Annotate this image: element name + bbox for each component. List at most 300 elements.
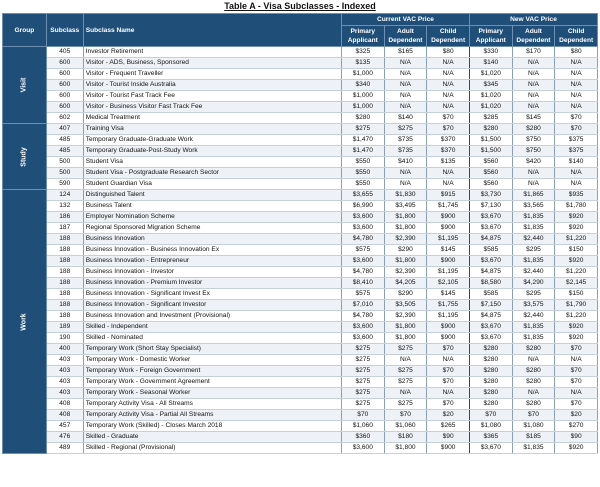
cell-subclass: 403 (46, 388, 83, 399)
table-row (3, 47, 598, 58)
cell-current-primary: $4,780 (341, 234, 384, 245)
cell-current-primary: $1,470 (341, 146, 384, 157)
cell-subclass: 476 (46, 432, 83, 443)
header-current-vac-price: Current VAC Price (341, 14, 469, 26)
cell-current-adult: $275 (384, 366, 427, 377)
cell-new-primary: $140 (469, 58, 512, 69)
cell-new-primary: $285 (469, 113, 512, 124)
cell-current-adult: $1,060 (384, 421, 427, 432)
cell-new-primary: $4,875 (469, 234, 512, 245)
cell-new-adult: N/A (512, 69, 555, 80)
cell-current-child: $1,195 (427, 234, 470, 245)
cell-new-child: $70 (555, 399, 598, 410)
cell-name: Distinguished Talent (83, 190, 341, 201)
cell-new-child: $920 (555, 212, 598, 223)
cell-current-primary: $550 (341, 179, 384, 190)
table-row (3, 410, 598, 421)
cell-new-adult: $3,565 (512, 201, 555, 212)
cell-current-primary: $8,410 (341, 278, 384, 289)
cell-subclass: 600 (46, 102, 83, 113)
table-row (3, 256, 598, 267)
cell-new-child: $1,220 (555, 234, 598, 245)
cell-current-adult: N/A (384, 91, 427, 102)
cell-current-primary: $275 (341, 388, 384, 399)
group-cell (3, 190, 47, 454)
cell-current-child: $70 (427, 366, 470, 377)
cell-current-adult: $2,390 (384, 311, 427, 322)
cell-new-adult: $1,835 (512, 443, 555, 454)
cell-new-child: $150 (555, 245, 598, 256)
cell-subclass: 403 (46, 355, 83, 366)
cell-subclass: 188 (46, 256, 83, 267)
cell-current-child: N/A (427, 91, 470, 102)
cell-new-adult: $1,835 (512, 322, 555, 333)
header-group: Group (3, 14, 47, 47)
cell-new-adult: $750 (512, 146, 555, 157)
cell-subclass: 600 (46, 80, 83, 91)
cell-current-child: $1,195 (427, 311, 470, 322)
cell-new-child: N/A (555, 91, 598, 102)
cell-current-adult: N/A (384, 102, 427, 113)
table-row (3, 91, 598, 102)
table-row (3, 366, 598, 377)
cell-current-primary: $1,000 (341, 91, 384, 102)
cell-current-child: N/A (427, 168, 470, 179)
cell-subclass: 485 (46, 135, 83, 146)
cell-subclass: 188 (46, 245, 83, 256)
cell-current-child: $265 (427, 421, 470, 432)
table-row (3, 322, 598, 333)
cell-new-adult: N/A (512, 179, 555, 190)
cell-current-primary: $340 (341, 80, 384, 91)
table-row (3, 212, 598, 223)
cell-current-child: $145 (427, 289, 470, 300)
cell-current-child: $70 (427, 399, 470, 410)
table-row (3, 201, 598, 212)
cell-name: Temporary Work (Skilled) - Closes March 2018 (83, 421, 341, 432)
cell-new-primary: $1,500 (469, 146, 512, 157)
cell-new-adult: $1,835 (512, 256, 555, 267)
cell-subclass: 485 (46, 146, 83, 157)
cell-new-child: N/A (555, 58, 598, 69)
cell-current-primary: $3,655 (341, 190, 384, 201)
cell-current-primary: $7,010 (341, 300, 384, 311)
table-row (3, 355, 598, 366)
cell-new-adult: N/A (512, 80, 555, 91)
cell-current-adult: $735 (384, 135, 427, 146)
cell-subclass: 600 (46, 91, 83, 102)
header-new-primary: Primary Applicant (469, 26, 512, 47)
cell-name: Business Innovation and Investment (Provisional) (83, 311, 341, 322)
cell-new-child: N/A (555, 102, 598, 113)
cell-new-adult: $2,440 (512, 267, 555, 278)
cell-subclass: 457 (46, 421, 83, 432)
cell-current-primary: $3,600 (341, 212, 384, 223)
header-current-child: Child Dependent (427, 26, 470, 47)
cell-current-adult: $2,390 (384, 234, 427, 245)
cell-new-child: N/A (555, 179, 598, 190)
cell-new-adult: $170 (512, 47, 555, 58)
cell-new-child: $1,790 (555, 300, 598, 311)
table-row (3, 179, 598, 190)
cell-name: Business Innovation - Significant Invest Ex (83, 289, 341, 300)
cell-new-adult: $280 (512, 399, 555, 410)
cell-current-primary: $3,600 (341, 223, 384, 234)
cell-current-primary: $550 (341, 168, 384, 179)
cell-new-adult: $295 (512, 289, 555, 300)
cell-name: Temporary Activity Visa - Partial All Streams (83, 410, 341, 421)
cell-name: Temporary Graduate-Graduate Work (83, 135, 341, 146)
cell-new-child: $1,220 (555, 311, 598, 322)
table-row (3, 443, 598, 454)
cell-current-adult: $3,495 (384, 201, 427, 212)
group-label: Visit (20, 77, 28, 93)
cell-new-child: $150 (555, 289, 598, 300)
cell-subclass: 408 (46, 399, 83, 410)
cell-new-primary: $280 (469, 344, 512, 355)
cell-current-child: N/A (427, 355, 470, 366)
cell-new-adult: N/A (512, 355, 555, 366)
cell-new-child: N/A (555, 388, 598, 399)
cell-new-adult: $280 (512, 124, 555, 135)
cell-name: Temporary Work (Short Stay Specialist) (83, 344, 341, 355)
cell-current-adult: $410 (384, 157, 427, 168)
cell-current-adult: $1,800 (384, 443, 427, 454)
cell-name: Skilled - Graduate (83, 432, 341, 443)
cell-current-child: $900 (427, 223, 470, 234)
cell-current-adult: $3,505 (384, 300, 427, 311)
cell-current-primary: $575 (341, 289, 384, 300)
cell-current-primary: $3,600 (341, 443, 384, 454)
cell-current-adult: $1,830 (384, 190, 427, 201)
cell-current-child: N/A (427, 80, 470, 91)
cell-new-primary: $3,670 (469, 443, 512, 454)
cell-current-adult: $290 (384, 245, 427, 256)
cell-new-adult: $1,080 (512, 421, 555, 432)
cell-name: Business Innovation (83, 234, 341, 245)
cell-new-child: $80 (555, 47, 598, 58)
cell-current-primary: $3,600 (341, 256, 384, 267)
cell-current-adult: N/A (384, 355, 427, 366)
cell-name: Visitor - Tourist Fast Track Fee (83, 91, 341, 102)
table-row (3, 102, 598, 113)
cell-current-adult: $275 (384, 399, 427, 410)
cell-name: Temporary Graduate-Post-Study Work (83, 146, 341, 157)
cell-new-primary: $560 (469, 168, 512, 179)
cell-new-primary: $1,020 (469, 102, 512, 113)
cell-subclass: 600 (46, 58, 83, 69)
table-row (3, 300, 598, 311)
cell-current-child: $70 (427, 344, 470, 355)
table-row (3, 399, 598, 410)
table-row (3, 157, 598, 168)
cell-new-primary: $560 (469, 157, 512, 168)
cell-subclass: 186 (46, 212, 83, 223)
table-row (3, 333, 598, 344)
table-row (3, 377, 598, 388)
table-row (3, 168, 598, 179)
table-row (3, 245, 598, 256)
cell-current-child: $1,755 (427, 300, 470, 311)
cell-new-primary: $3,730 (469, 190, 512, 201)
cell-current-adult: $1,800 (384, 212, 427, 223)
cell-new-child: $375 (555, 146, 598, 157)
cell-new-adult: $280 (512, 366, 555, 377)
cell-new-adult: N/A (512, 388, 555, 399)
table-row (3, 80, 598, 91)
cell-new-adult: $1,835 (512, 212, 555, 223)
cell-new-adult: N/A (512, 91, 555, 102)
cell-current-child: $900 (427, 256, 470, 267)
cell-new-child: N/A (555, 80, 598, 91)
cell-subclass: 600 (46, 69, 83, 80)
cell-new-adult: N/A (512, 168, 555, 179)
table-row (3, 223, 598, 234)
cell-subclass: 400 (46, 344, 83, 355)
cell-new-child: $935 (555, 190, 598, 201)
cell-name: Business Talent (83, 201, 341, 212)
cell-current-child: $70 (427, 124, 470, 135)
cell-new-child: $920 (555, 333, 598, 344)
cell-subclass: 403 (46, 366, 83, 377)
cell-name: Temporary Work - Foreign Government (83, 366, 341, 377)
cell-new-child: $90 (555, 432, 598, 443)
table-row (3, 388, 598, 399)
cell-current-child: $1,195 (427, 267, 470, 278)
cell-new-child: $270 (555, 421, 598, 432)
cell-name: Business Innovation - Investor (83, 267, 341, 278)
cell-new-primary: $560 (469, 179, 512, 190)
cell-new-primary: $3,670 (469, 322, 512, 333)
cell-name: Visitor - Frequent Traveller (83, 69, 341, 80)
visa-price-table (2, 13, 598, 454)
cell-new-primary: $365 (469, 432, 512, 443)
cell-current-child: N/A (427, 179, 470, 190)
cell-current-child: $90 (427, 432, 470, 443)
cell-current-child: $145 (427, 245, 470, 256)
cell-current-primary: $1,000 (341, 102, 384, 113)
table-title: Table A - Visa Subclasses - Indexed (224, 1, 376, 11)
cell-current-child: $900 (427, 333, 470, 344)
cell-current-child: $900 (427, 443, 470, 454)
header-new-child: Child Dependent (555, 26, 598, 47)
cell-new-primary: $585 (469, 245, 512, 256)
cell-name: Business Innovation - Entrepreneur (83, 256, 341, 267)
cell-subclass: 590 (46, 179, 83, 190)
cell-subclass: 403 (46, 377, 83, 388)
cell-current-primary: $550 (341, 157, 384, 168)
cell-new-adult: $280 (512, 344, 555, 355)
cell-name: Skilled - Nominated (83, 333, 341, 344)
cell-current-primary: $3,600 (341, 333, 384, 344)
header-current-adult: Adult Dependent (384, 26, 427, 47)
cell-new-adult: $295 (512, 245, 555, 256)
cell-new-adult: $3,575 (512, 300, 555, 311)
cell-new-primary: $3,670 (469, 256, 512, 267)
cell-name: Student Visa (83, 157, 341, 168)
cell-subclass: 188 (46, 300, 83, 311)
cell-current-child: $70 (427, 377, 470, 388)
cell-current-adult: N/A (384, 58, 427, 69)
cell-new-adult: $70 (512, 410, 555, 421)
cell-new-child: $140 (555, 157, 598, 168)
cell-name: Business Innovation - Significant Investor (83, 300, 341, 311)
cell-subclass: 407 (46, 124, 83, 135)
cell-new-child: $375 (555, 135, 598, 146)
cell-current-child: N/A (427, 102, 470, 113)
cell-current-adult: $275 (384, 344, 427, 355)
cell-current-child: $2,105 (427, 278, 470, 289)
cell-current-child: $900 (427, 212, 470, 223)
cell-new-child: $2,145 (555, 278, 598, 289)
cell-new-primary: $585 (469, 289, 512, 300)
cell-new-primary: $280 (469, 399, 512, 410)
cell-new-primary: $3,670 (469, 212, 512, 223)
cell-current-adult: $1,800 (384, 256, 427, 267)
table-body (3, 47, 598, 454)
cell-new-adult: $4,290 (512, 278, 555, 289)
cell-new-primary: $4,875 (469, 267, 512, 278)
cell-current-primary: $4,780 (341, 311, 384, 322)
cell-current-primary: $6,990 (341, 201, 384, 212)
cell-current-primary: $275 (341, 377, 384, 388)
cell-new-primary: $280 (469, 366, 512, 377)
cell-current-primary: $575 (341, 245, 384, 256)
cell-new-child: N/A (555, 168, 598, 179)
table-row (3, 135, 598, 146)
cell-current-child: $915 (427, 190, 470, 201)
cell-new-child: $70 (555, 377, 598, 388)
cell-current-primary: $325 (341, 47, 384, 58)
cell-new-child: $1,780 (555, 201, 598, 212)
cell-current-primary: $275 (341, 399, 384, 410)
cell-new-adult: $420 (512, 157, 555, 168)
cell-new-child: N/A (555, 69, 598, 80)
table-row (3, 311, 598, 322)
cell-current-adult: N/A (384, 168, 427, 179)
cell-new-primary: $1,080 (469, 421, 512, 432)
cell-current-adult: $180 (384, 432, 427, 443)
cell-new-child: $1,220 (555, 267, 598, 278)
cell-new-adult: $2,440 (512, 234, 555, 245)
cell-current-adult: $70 (384, 410, 427, 421)
cell-name: Regional Sponsored Migration Scheme (83, 223, 341, 234)
cell-new-child: $70 (555, 344, 598, 355)
cell-new-primary: $1,020 (469, 69, 512, 80)
header-subclass: Subclass (46, 14, 83, 47)
table-row (3, 146, 598, 157)
table-row (3, 344, 598, 355)
cell-current-primary: $280 (341, 113, 384, 124)
cell-subclass: 405 (46, 47, 83, 58)
cell-current-child: $1,745 (427, 201, 470, 212)
header-subclass-name: Subclass Name (83, 14, 341, 47)
header-new-adult: Adult Dependent (512, 26, 555, 47)
table-row (3, 58, 598, 69)
cell-new-primary: $7,130 (469, 201, 512, 212)
cell-new-adult: $750 (512, 135, 555, 146)
cell-subclass: 188 (46, 234, 83, 245)
cell-name: Skilled - Regional (Provisional) (83, 443, 341, 454)
cell-current-child: N/A (427, 58, 470, 69)
cell-new-adult: $280 (512, 377, 555, 388)
cell-new-primary: $280 (469, 388, 512, 399)
cell-current-child: $370 (427, 135, 470, 146)
table-row (3, 124, 598, 135)
cell-current-adult: N/A (384, 80, 427, 91)
cell-current-child: N/A (427, 69, 470, 80)
cell-current-primary: $360 (341, 432, 384, 443)
cell-name: Student Guardian Visa (83, 179, 341, 190)
cell-current-adult: $4,205 (384, 278, 427, 289)
cell-name: Business Innovation - Premium Investor (83, 278, 341, 289)
cell-current-primary: $275 (341, 124, 384, 135)
cell-new-child: $920 (555, 223, 598, 234)
cell-subclass: 190 (46, 333, 83, 344)
cell-name: Temporary Work - Seasonal Worker (83, 388, 341, 399)
cell-current-child: $370 (427, 146, 470, 157)
cell-current-primary: $70 (341, 410, 384, 421)
cell-name: Business Innovation - Business Innovation Ex (83, 245, 341, 256)
cell-current-adult: $165 (384, 47, 427, 58)
group-cell (3, 47, 47, 124)
cell-new-adult: N/A (512, 58, 555, 69)
cell-new-adult: $1,835 (512, 333, 555, 344)
cell-new-primary: $7,150 (469, 300, 512, 311)
cell-current-adult: $275 (384, 124, 427, 135)
cell-new-child: $70 (555, 366, 598, 377)
cell-new-primary: $280 (469, 124, 512, 135)
cell-subclass: 188 (46, 278, 83, 289)
cell-name: Skilled - Independent (83, 322, 341, 333)
cell-new-child: N/A (555, 355, 598, 366)
cell-current-primary: $1,000 (341, 69, 384, 80)
cell-new-child: $920 (555, 256, 598, 267)
cell-current-adult: $140 (384, 113, 427, 124)
cell-subclass: 408 (46, 410, 83, 421)
cell-subclass: 187 (46, 223, 83, 234)
cell-name: Training Visa (83, 124, 341, 135)
cell-new-primary: $3,670 (469, 333, 512, 344)
cell-new-adult: $2,440 (512, 311, 555, 322)
cell-new-adult: N/A (512, 102, 555, 113)
cell-current-primary: $4,780 (341, 267, 384, 278)
cell-current-adult: N/A (384, 69, 427, 80)
cell-new-primary: $4,875 (469, 311, 512, 322)
cell-new-child: $70 (555, 124, 598, 135)
cell-current-adult: N/A (384, 179, 427, 190)
cell-new-primary: $1,020 (469, 91, 512, 102)
cell-new-adult: $1,835 (512, 223, 555, 234)
cell-new-child: $920 (555, 322, 598, 333)
cell-current-primary: $1,060 (341, 421, 384, 432)
cell-new-child: $20 (555, 410, 598, 421)
group-label: Study (20, 146, 28, 167)
cell-subclass: 489 (46, 443, 83, 454)
cell-new-adult: $185 (512, 432, 555, 443)
cell-subclass: 124 (46, 190, 83, 201)
cell-current-primary: $1,470 (341, 135, 384, 146)
cell-current-primary: $3,600 (341, 322, 384, 333)
cell-current-adult: $290 (384, 289, 427, 300)
cell-current-primary: $275 (341, 355, 384, 366)
cell-new-child: $70 (555, 113, 598, 124)
group-label: Work (20, 312, 28, 331)
cell-new-adult: $1,865 (512, 190, 555, 201)
table-row (3, 432, 598, 443)
cell-current-child: $80 (427, 47, 470, 58)
table-row (3, 234, 598, 245)
